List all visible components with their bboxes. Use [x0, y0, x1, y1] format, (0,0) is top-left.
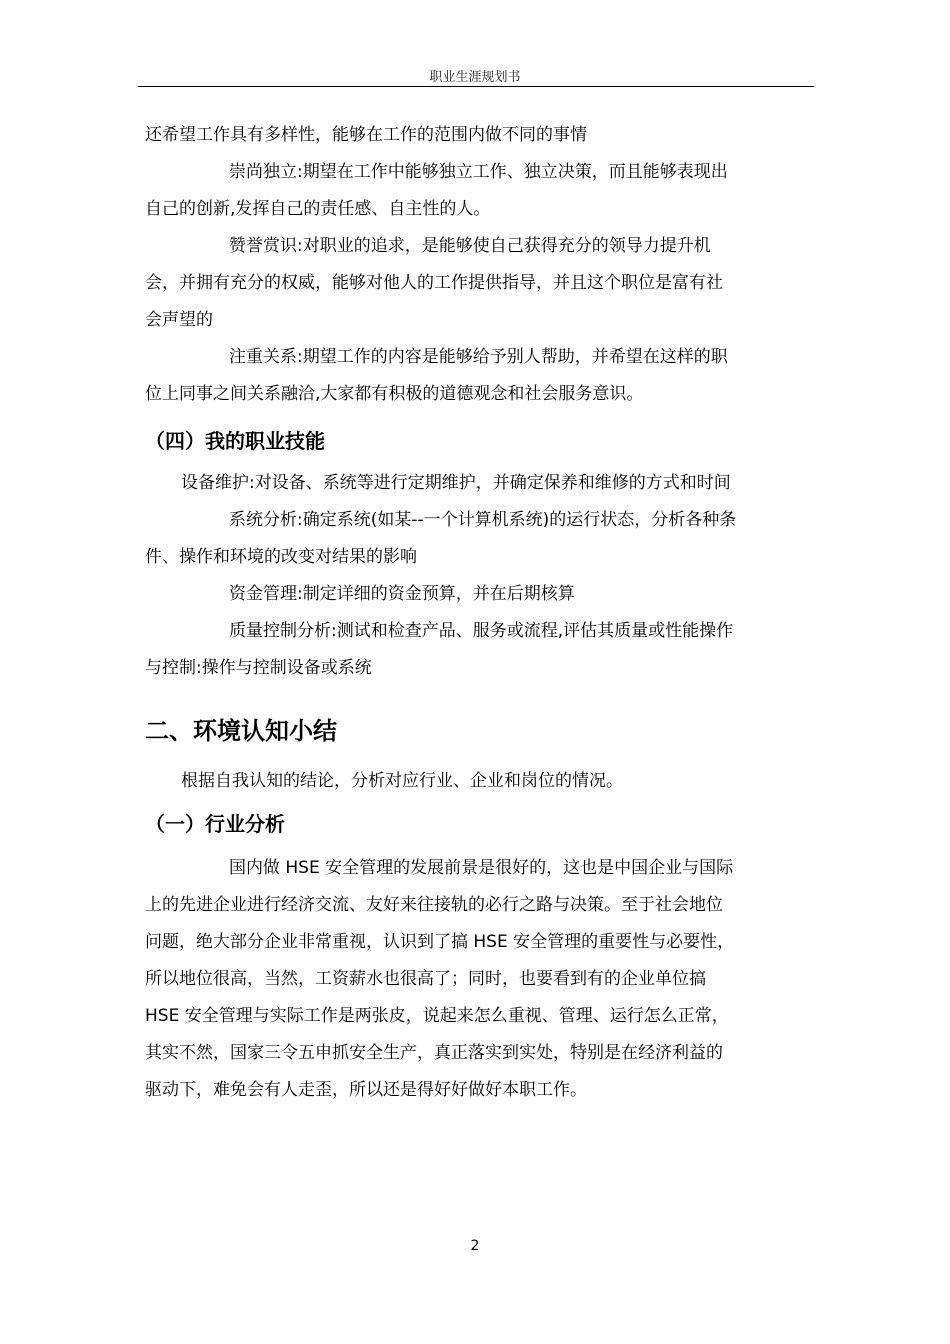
running-header: 职业生涯规划书: [429, 70, 521, 85]
paragraph-line: 与控制:操作与控制设备或系统: [145, 658, 372, 678]
paragraph-line: 位上同事之间关系融洽,大家都有积极的道德观念和社会服务意识。: [145, 384, 644, 404]
paragraph-line: 设备维护:对设备、系统等进行定期维护，并确定保养和维修的方式和时间: [181, 473, 731, 493]
paragraph-line: 国内做 HSE 安全管理的发展前景是很好的，这也是中国企业与国际: [229, 858, 734, 878]
paragraph-line: 件、操作和环境的改变对结果的影响: [145, 547, 417, 567]
paragraph-line: HSE 安全管理与实际工作是两张皮，说起来怎么重视、管理、运行怎么正常，: [145, 1006, 729, 1026]
paragraph-line: 上的先进企业进行经济交流、友好来往接轨的必行之路与决策。至于社会地位: [145, 895, 723, 915]
paragraph-line: 资金管理:制定详细的资金预算，并在后期核算: [229, 584, 575, 604]
paragraph-line: 赞誉赏识:对职业的追求，是能够使自己获得充分的领导力提升机: [229, 236, 711, 256]
paragraph-line: 问题，绝大部分企业非常重视，认识到了搞 HSE 安全管理的重要性与必要性，: [145, 932, 735, 952]
paragraph-line: 根据自我认知的结论，分析对应行业、企业和岗位的情况。: [181, 771, 623, 791]
paragraph-line: 会声望的: [145, 310, 213, 330]
page-number: 2: [470, 1238, 480, 1254]
paragraph-line: 质量控制分析:测试和检查产品、服务或流程,评估其质量或性能操作: [229, 621, 734, 641]
header-rule: [138, 86, 814, 87]
paragraph-line: 系统分析:确定系统(如某--一个计算机系统)的运行状态，分析各种条: [229, 510, 737, 530]
chapter-heading-environment: 二、环境认知小结: [145, 717, 337, 745]
page-body: [145, 117, 810, 1109]
paragraph-line: 还希望工作具有多样性，能够在工作的范围内做不同的事情: [145, 125, 587, 145]
paragraph-line: 崇尚独立:期望在工作中能够独立工作、独立决策，而且能够表现出: [229, 162, 728, 182]
paragraph-line: 注重关系:期望工作的内容是能够给予别人帮助，并希望在这样的职: [229, 347, 728, 367]
paragraph-line: 所以地位很高，当然，工资薪水也很高了；同时，也要看到有的企业单位搞: [145, 969, 706, 989]
section-heading-industry: （一）行业分析: [145, 812, 285, 836]
paragraph-line: 自己的创新,发挥自己的责任感、自主性的人。: [145, 199, 491, 219]
paragraph-line: 会，并拥有充分的权威，能够对他人的工作提供指导，并且这个职位是富有社: [145, 273, 723, 293]
section-heading-skills: （四）我的职业技能: [145, 429, 325, 453]
paragraph-line: 驱动下，难免会有人走歪，所以还是得好好做好本职工作。: [145, 1080, 587, 1100]
paragraph-line: 其实不然，国家三令五申抓安全生产，真正落实到实处，特别是在经济利益的: [145, 1043, 723, 1063]
